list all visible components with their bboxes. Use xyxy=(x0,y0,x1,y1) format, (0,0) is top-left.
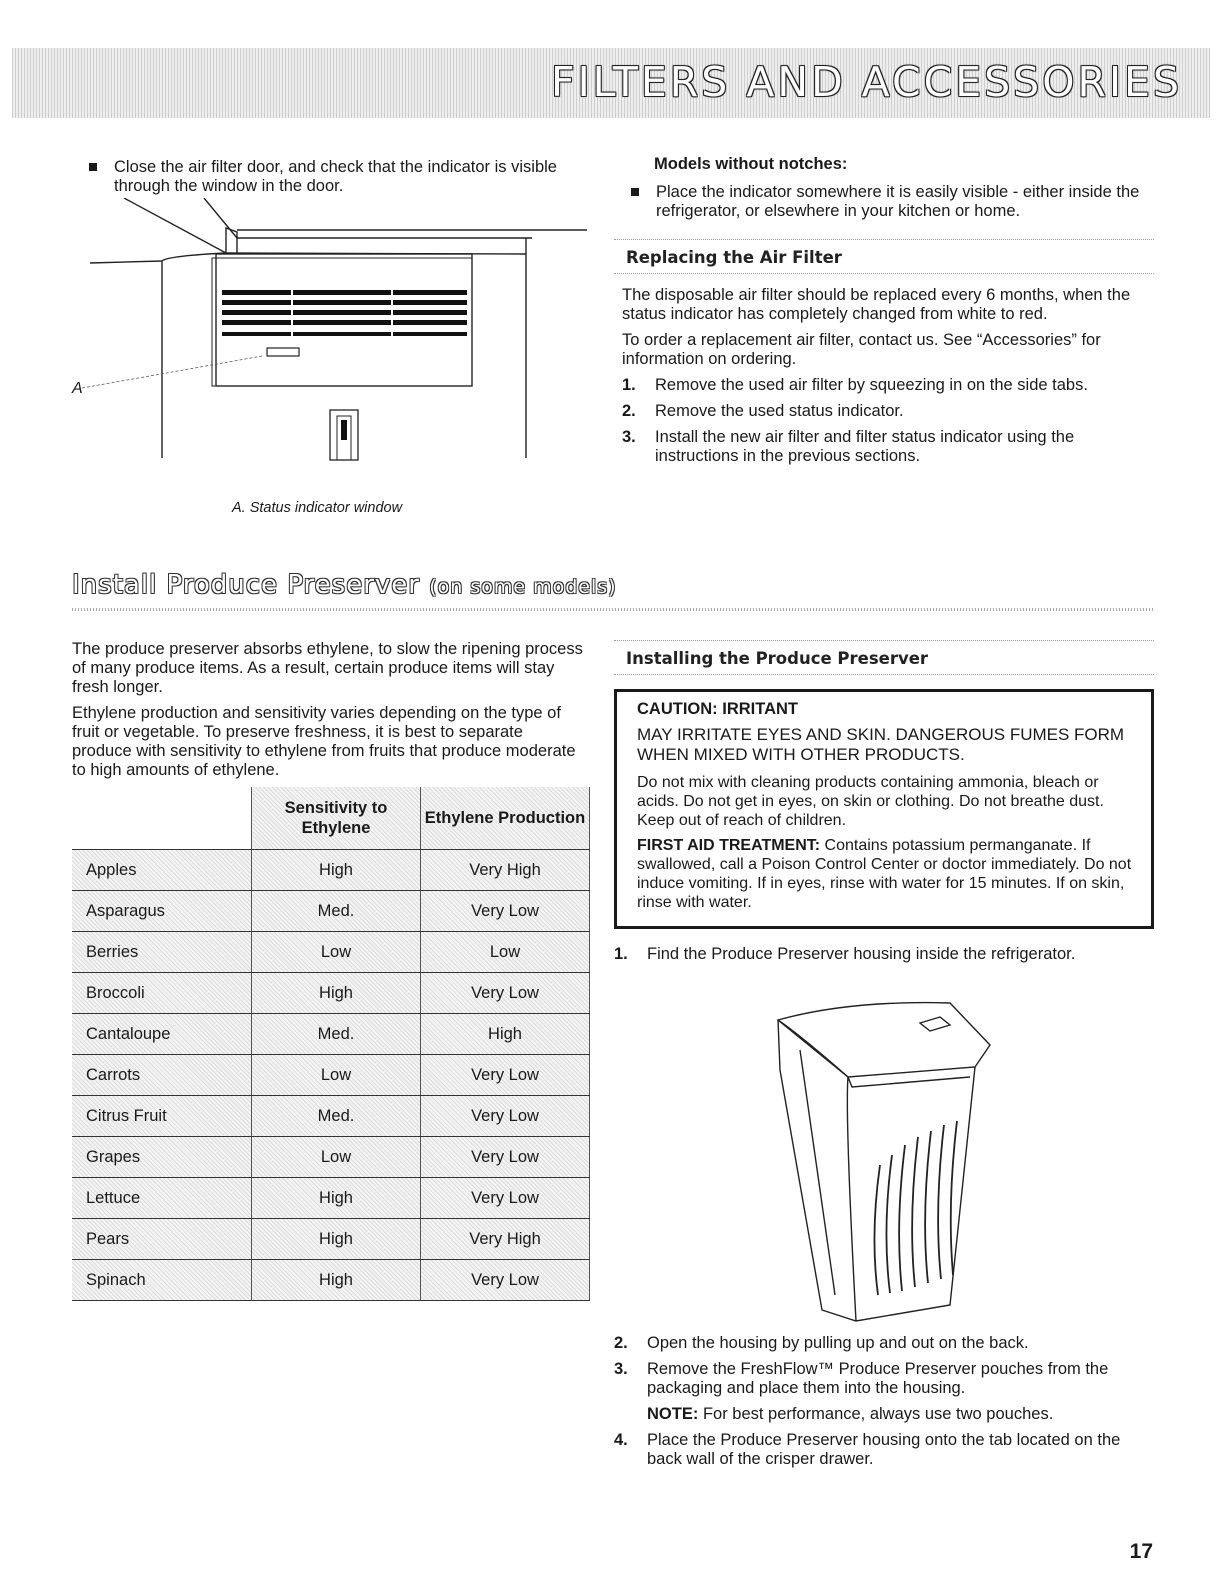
table-header-row xyxy=(72,787,590,850)
ethylene-paragraph: Ethylene production and sensitivity varies depending on the type of fruit or vegetable. To preserve freshness, it is best to separate produce with sensitivity to ethylene from fruits that produce moderate to high amounts of ethylene. xyxy=(72,704,576,779)
table-row: Carrots Low Very Low xyxy=(72,1055,590,1096)
column-header: Ethylene Production xyxy=(421,787,590,850)
section-divider xyxy=(72,608,1154,611)
ordering-paragraph: To order a replacement air filter, contact us. See “Accessories” for information on ordering. xyxy=(622,331,1101,368)
table-corner xyxy=(72,787,252,850)
note: NOTE: For best performance, always use two pouches. xyxy=(647,1405,1054,1423)
table-row: Grapes Low Very Low xyxy=(72,1137,590,1178)
caution-warning: MAY IRRITATE EYES AND SKIN. DANGEROUS FUMES FORM WHEN MIXED WITH OTHER PRODUCTS. xyxy=(637,725,1125,764)
column-header: Sensitivity to Ethylene xyxy=(252,787,421,850)
table-row: Apples High Very High xyxy=(72,850,590,891)
produce-paragraph: The produce preserver absorbs ethylene, to slow the ripening process of many produce items. As a result, certain produce items will stay fresh longer. xyxy=(72,640,583,696)
replacing-heading: Replacing the Air Filter xyxy=(614,239,1154,274)
table-row: Cantaloupe Med. High xyxy=(72,1014,590,1055)
page-title: FILTERS AND ACCESSORIES xyxy=(550,58,1182,106)
installing-steps-continued xyxy=(614,1334,1154,1476)
table-row: Berries Low Low xyxy=(72,932,590,973)
notches-bullet: Place the indicator somewhere it is easily visible - either inside the refrigerator, or elsewhere in your kitchen or home. xyxy=(614,183,1154,221)
installing-step-1 xyxy=(614,945,1154,964)
table-row: Citrus Fruit Med. Very Low xyxy=(72,1096,590,1137)
ethylene-table xyxy=(72,787,590,1301)
header-banner xyxy=(12,48,1210,118)
air-filter-door-instruction xyxy=(72,158,572,196)
installing-steps xyxy=(614,1334,1154,1469)
table-row: Pears High Very High xyxy=(72,1219,590,1260)
produce-intro xyxy=(72,640,587,787)
table-row: Broccoli High Very Low xyxy=(72,973,590,1014)
replacing-paragraph: The disposable air filter should be replaced every 6 months, when the status indicator has completely changed from white to red. xyxy=(622,286,1131,323)
table-row: Lettuce High Very Low xyxy=(72,1178,590,1219)
section-title xyxy=(72,570,617,600)
list-item: 1. Find the Produce Preserver housing inside the refrigerator. xyxy=(614,945,1076,963)
list-item: 2. Remove the used status indicator. xyxy=(622,402,904,420)
table-row: Asparagus Med. Very Low xyxy=(72,891,590,932)
status-indicator-illustration xyxy=(72,198,602,498)
replacing-steps xyxy=(622,376,1154,466)
caution-box xyxy=(614,689,1154,929)
table-row: Spinach High Very Low xyxy=(72,1260,590,1301)
first-aid: FIRST AID TREATMENT: Contains potassium permanganate. If swallowed, call a Poison Control Center or doctor immediately. Do not induce vomiting. If in eyes, rinse with water for 15 minutes. If on skin, rinse with water. xyxy=(637,837,1132,911)
caution-title: CAUTION: IRRITANT xyxy=(637,700,799,718)
right-column-top xyxy=(614,155,1154,473)
figure-label-a: A xyxy=(72,380,83,397)
installing-heading: Installing the Produce Preserver xyxy=(614,640,1154,675)
installing-column xyxy=(614,640,1154,971)
list-item: 3. Install the new air filter and filter status indicator using the instructions in the previous sections. xyxy=(622,428,1075,465)
list-item: 1. Remove the used air filter by squeezing in on the side tabs. xyxy=(622,376,1088,394)
caution-body: Do not mix with cleaning products containing ammonia, bleach or acids. Do not get in eyes, on skin or clothing. Do not breathe dust. Keep out of reach of children. xyxy=(637,774,1104,829)
section-title-suffix: (on some models) xyxy=(429,576,617,598)
list-item: 3. Remove the FreshFlow™ Produce Preserver pouches from the packaging and place them into the housing. NOTE: For best performance, always use two pouches. xyxy=(614,1360,1154,1424)
ethylene-table-wrapper xyxy=(72,787,590,1301)
door-bullet: Close the air filter door, and check that the indicator is visible through the window in the door. xyxy=(72,158,572,196)
notches-heading: Models without notches: xyxy=(654,155,848,173)
page-number: 17 xyxy=(1129,1540,1153,1563)
figure-caption: A. Status indicator window xyxy=(232,500,403,516)
section-title-main: Install Produce Preserver xyxy=(72,570,420,600)
produce-preserver-illustration xyxy=(760,995,1020,1325)
list-item: 2. Open the housing by pulling up and out on the back. xyxy=(614,1334,1029,1352)
list-item: 4. Place the Produce Preserver housing onto the tab located on the back wall of the crisper drawer. xyxy=(614,1431,1121,1468)
